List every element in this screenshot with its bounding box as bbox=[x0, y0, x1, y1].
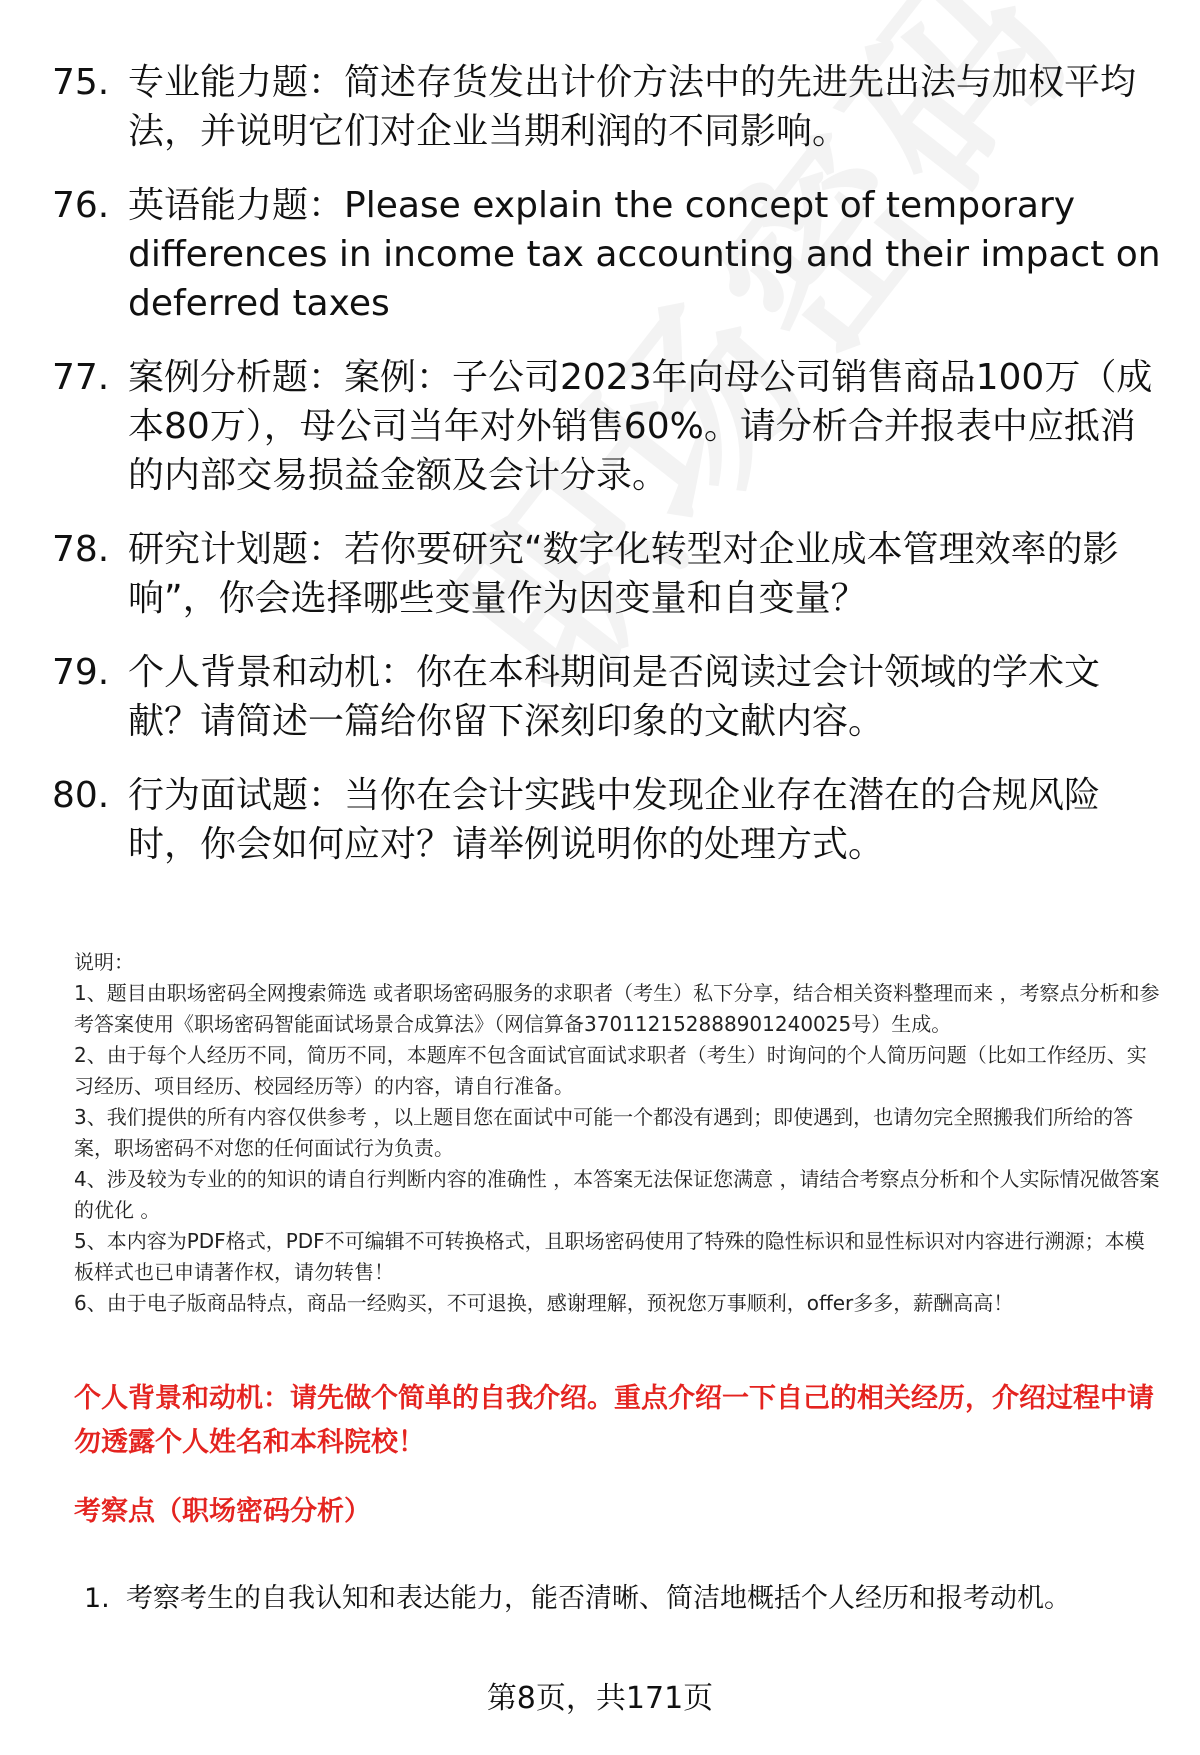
note-item: 1、题目由职场密码全网搜索筛选 或者职场密码服务的求职者（考生）私下分享，结合相关资料整理而来 ，考察点分析和参考答案使用《职场密码智能面试场景合成算法》（网信算备370112152888901240025号）生成。 bbox=[74, 981, 1160, 1036]
analysis-point-number: 1. bbox=[84, 1583, 110, 1614]
question-item bbox=[52, 648, 1162, 746]
question-text: 行为面试题：当你在会计实践中发现企业存在潜在的合规风险时，你会如何应对？请举例说明你的处理方式。 bbox=[128, 775, 1101, 865]
note-item: 5、本内容为PDF格式，PDF不可编辑不可转换格式，且职场密码使用了特殊的隐性标识和显性标识对内容进行溯源；本模板样式也已申请著作权，请勿转售！ bbox=[74, 1229, 1145, 1284]
question-number: 77. bbox=[52, 357, 110, 398]
note-item: 2、由于每个人经历不同，简历不同，本题库不包含面试官面试求职者（考生）时询问的个人简历问题（比如工作经历、实习经历、项目经历、校园经历等）的内容，请自行准备。 bbox=[74, 1043, 1147, 1098]
page-footer: 第8页，共171页 bbox=[486, 1681, 714, 1716]
question-item bbox=[52, 525, 1162, 623]
question-text: 研究计划题：若你要研究“数字化转型对企业成本管理效率的影响”，你会选择哪些变量作为因变量和自变量？ bbox=[128, 529, 1119, 619]
question-number: 75. bbox=[52, 62, 110, 103]
question-text: 个人背景和动机：你在本科期间是否阅读过会计领域的学术文献？请简述一篇给你留下深刻印象的文献内容。 bbox=[128, 652, 1101, 742]
question-text: 专业能力题：简述存货发出计价方法中的先进先出法与加权平均法，并说明它们对企业当期利润的不同影响。 bbox=[128, 62, 1137, 152]
note-item: 6、由于电子版商品特点，商品一经购买，不可退换，感谢理解，预祝您万事顺利，offer多多，薪酬高高！ bbox=[74, 1291, 1014, 1315]
analysis-point bbox=[84, 1568, 1164, 1630]
question-item bbox=[52, 181, 1162, 328]
note-item: 3、我们提供的所有内容仅供参考 ，以上题目您在面试中可能一个都没有遇到；即使遇到，也请勿完全照搬我们所给的答案，职场密码不对您的任何面试行为负责。 bbox=[74, 1105, 1134, 1160]
question-text: 案例分析题：案例：子公司2023年向母公司销售商品100万（成本80万），母公司当年对外销售60%。请分析合并报表中应抵消的内部交易损益金额及会计分录。 bbox=[128, 357, 1153, 496]
question-list bbox=[52, 58, 1162, 894]
question-number: 78. bbox=[52, 529, 110, 570]
analysis-point-text: 考察考生的自我认知和表达能力，能否清晰、简洁地概括个人经历和报考动机。 bbox=[126, 1583, 1071, 1614]
disclaimer-notes bbox=[74, 947, 1164, 1319]
question-item bbox=[52, 58, 1162, 156]
question-number: 79. bbox=[52, 652, 110, 693]
section-title: 考察点（职场密码分析） bbox=[74, 1496, 371, 1527]
question-number: 80. bbox=[52, 775, 110, 816]
highlight-question: 个人背景和动机：请先做个简单的自我介绍。重点介绍一下自己的相关经历，介绍过程中请勿透露个人姓名和本科院校！ bbox=[74, 1383, 1154, 1458]
note-item: 4、涉及较为专业的的知识的请自行判断内容的准确性 ，本答案无法保证您满意 ，请结合考察点分析和个人实际情况做答案的优化 。 bbox=[74, 1167, 1160, 1222]
question-text: 英语能力题：Please explain the concept of temporary differences in income tax accounting and their impact on deferred taxes bbox=[128, 185, 1161, 324]
question-number: 76. bbox=[52, 185, 110, 226]
question-item bbox=[52, 353, 1162, 500]
question-item bbox=[52, 771, 1162, 869]
notes-title: 说明： bbox=[74, 950, 134, 974]
